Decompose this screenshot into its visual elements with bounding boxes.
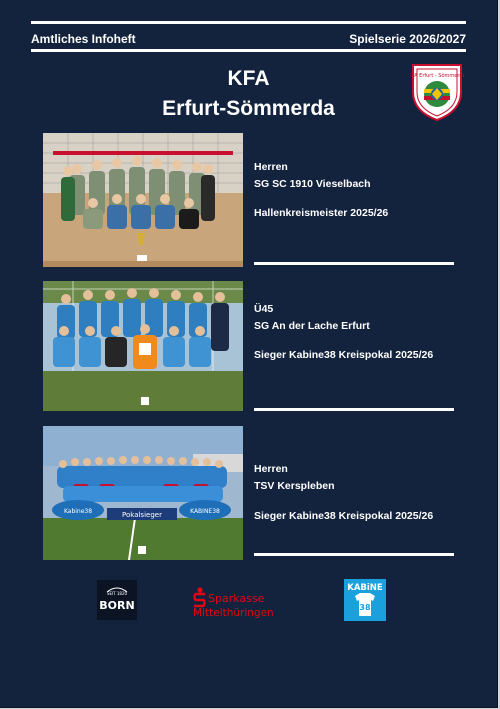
crest-arc-text: KFA Erfurt - Sömmerda xyxy=(410,73,464,79)
team-3-club: TSV Kerspleben xyxy=(254,480,335,492)
header-left-text: Amtliches Infoheft xyxy=(31,32,136,46)
banner-left-text: Kabine38 xyxy=(63,508,93,515)
header-right-text: Spielserie 2026/2027 xyxy=(349,32,466,46)
title-line-1: KFA xyxy=(227,67,270,90)
sparkasse-line-2: Mittelthüringen xyxy=(193,607,274,619)
team-photo-3 xyxy=(43,426,243,560)
team-2-achievement: Sieger Kabine38 Kreispokal 2025/26 xyxy=(254,349,434,361)
kabine-logo-icon xyxy=(344,579,386,621)
kabine-logo-number: 38 xyxy=(359,603,371,612)
header-top-rule xyxy=(31,21,466,24)
team-2-divider xyxy=(254,408,454,411)
team-photo-2 xyxy=(43,281,243,411)
banner-right-text: KABINE38 xyxy=(190,508,220,515)
born-logo-icon xyxy=(97,580,137,620)
sparkasse-s-icon xyxy=(194,587,205,606)
born-logo-top-text: SEIT 1820 xyxy=(106,591,128,596)
team-1-divider xyxy=(254,262,454,265)
team-1-club: SG SC 1910 Vieselbach xyxy=(254,178,371,190)
team-3-category: Herren xyxy=(254,463,288,475)
team-1-category: Herren xyxy=(254,161,288,173)
team-2-category: Ü45 xyxy=(254,303,274,315)
team-3-achievement: Sieger Kabine38 Kreispokal 2025/26 xyxy=(254,510,434,522)
title-line-2: Erfurt-Sömmerda xyxy=(162,97,335,120)
sparkasse-logo xyxy=(193,586,303,620)
kfa-crest-icon xyxy=(410,62,464,122)
team-photo-1 xyxy=(43,133,243,267)
banner-mid-text: Pokalsieger xyxy=(122,511,162,519)
kabine-logo-name: KABiNE xyxy=(347,583,383,593)
team-1-achievement: Hallenkreismeister 2025/26 xyxy=(254,207,389,219)
sparkasse-line-1: Sparkasse xyxy=(208,592,265,605)
header-bottom-rule xyxy=(31,49,466,52)
born-logo-name: BORN xyxy=(99,599,135,612)
team-2-club: SG An der Lache Erfurt xyxy=(254,320,370,332)
team-3-divider xyxy=(254,553,454,556)
